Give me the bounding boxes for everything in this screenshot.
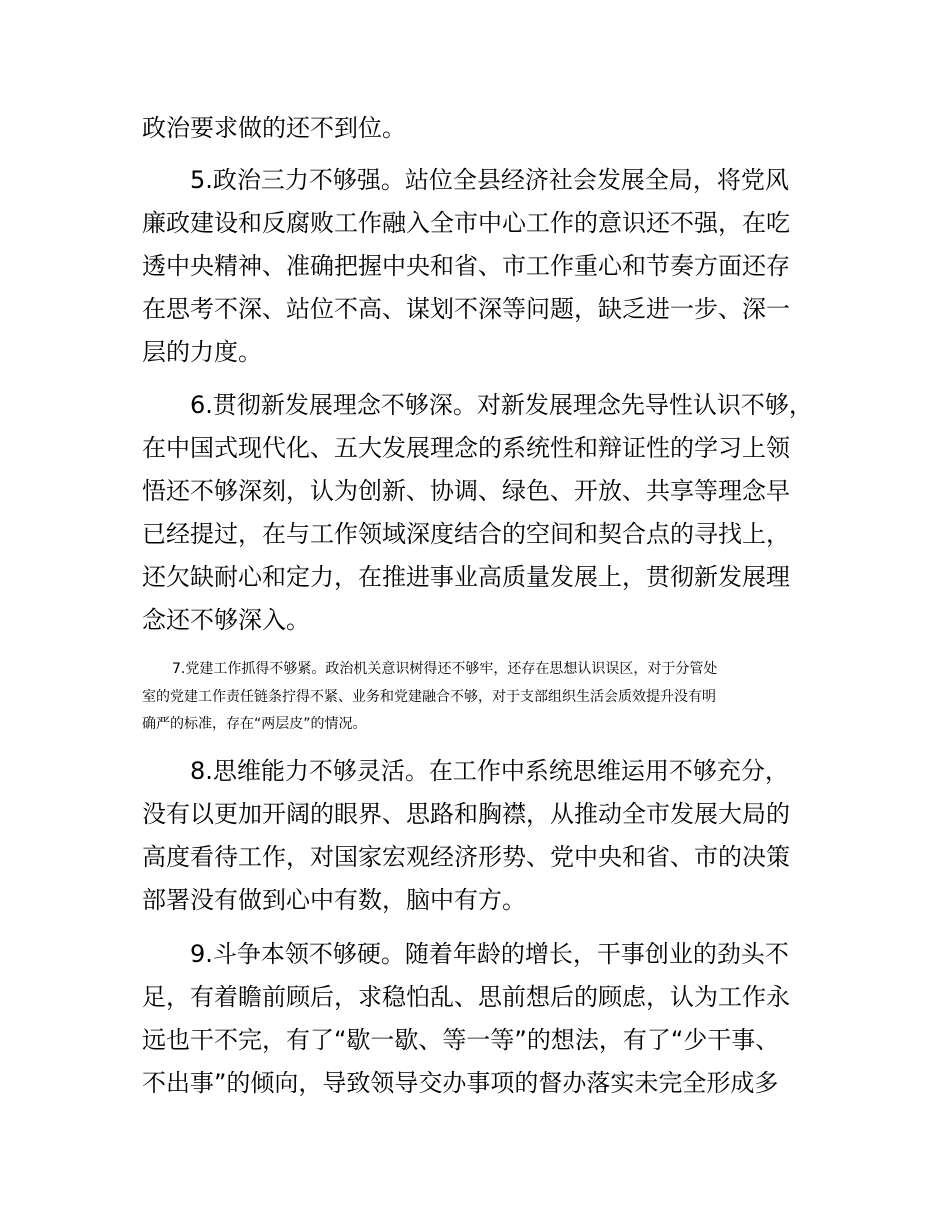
text-line: 在思考不深、站位不高、谋划不深等问题，缺乏进一步、深一: [142, 295, 790, 323]
text-line: 不出事”的倾向，导致领导交办事项的督办落实未完全形成多: [142, 1069, 779, 1097]
text-line: 室的党建工作责任链条拧得不紧、业务和党建融合不够，对于支部组织生活会质效提升没有明: [142, 689, 716, 705]
text-line: 透中央精神、准确把握中央和省、市工作重心和节奏方面还存: [142, 252, 790, 280]
text-line: 廉政建设和反腐败工作融入全市中心工作的意识还不强，在吃: [142, 209, 790, 237]
text-line: 悟还不够深刻，认为创新、协调、绿色、开放、共享等理念早: [142, 477, 790, 505]
text-line: 在中国式现代化、五大发展理念的系统性和辩证性的学习上领: [142, 434, 790, 462]
text-line: 念还不够深入。: [142, 606, 310, 634]
text-line: 5.政治三力不够强。站位全县经济社会发展全局，将党风: [190, 166, 789, 194]
text-line: 7.党建工作抓得不够紧。政治机关意识树得还不够牢，还存在思想认识误区，对于分管处: [172, 661, 718, 677]
text-line: 6.贯彻新发展理念不够深。对新发展理念先导性认识不够，: [190, 391, 813, 419]
text-line: 没有以更加开阔的眼界、思路和胸襟，从推动全市发展大局的: [142, 800, 790, 828]
text-line: 足，有着瞻前顾后，求稳怕乱、思前想后的顾虑，认为工作永: [142, 983, 790, 1011]
text-line: 远也干不完，有了“歇一歇、等一等”的想法，有了“少干事、: [142, 1026, 780, 1054]
text-line: 还欠缺耐心和定力，在推进事业高质量发展上，贯彻新发展理: [142, 563, 790, 591]
text-line: 9.斗争本领不够硬。随着年龄的增长，干事创业的劲头不: [190, 940, 789, 968]
text-line: 8.思维能力不够灵活。在工作中系统思维运用不够充分，: [190, 757, 789, 785]
text-line: 层的力度。: [142, 338, 262, 366]
text-line: 政治要求做的还不到位。: [142, 114, 406, 142]
text-line: 已经提过，在与工作领域深度结合的空间和契合点的寻找上，: [142, 520, 790, 548]
text-line: 部署没有做到心中有数，脑中有方。: [142, 886, 526, 914]
text-line: 确严的标准，存在“两层皮”的情况。: [142, 716, 367, 732]
text-line: 高度看待工作，对国家宏观经济形势、党中央和省、市的决策: [142, 843, 790, 871]
